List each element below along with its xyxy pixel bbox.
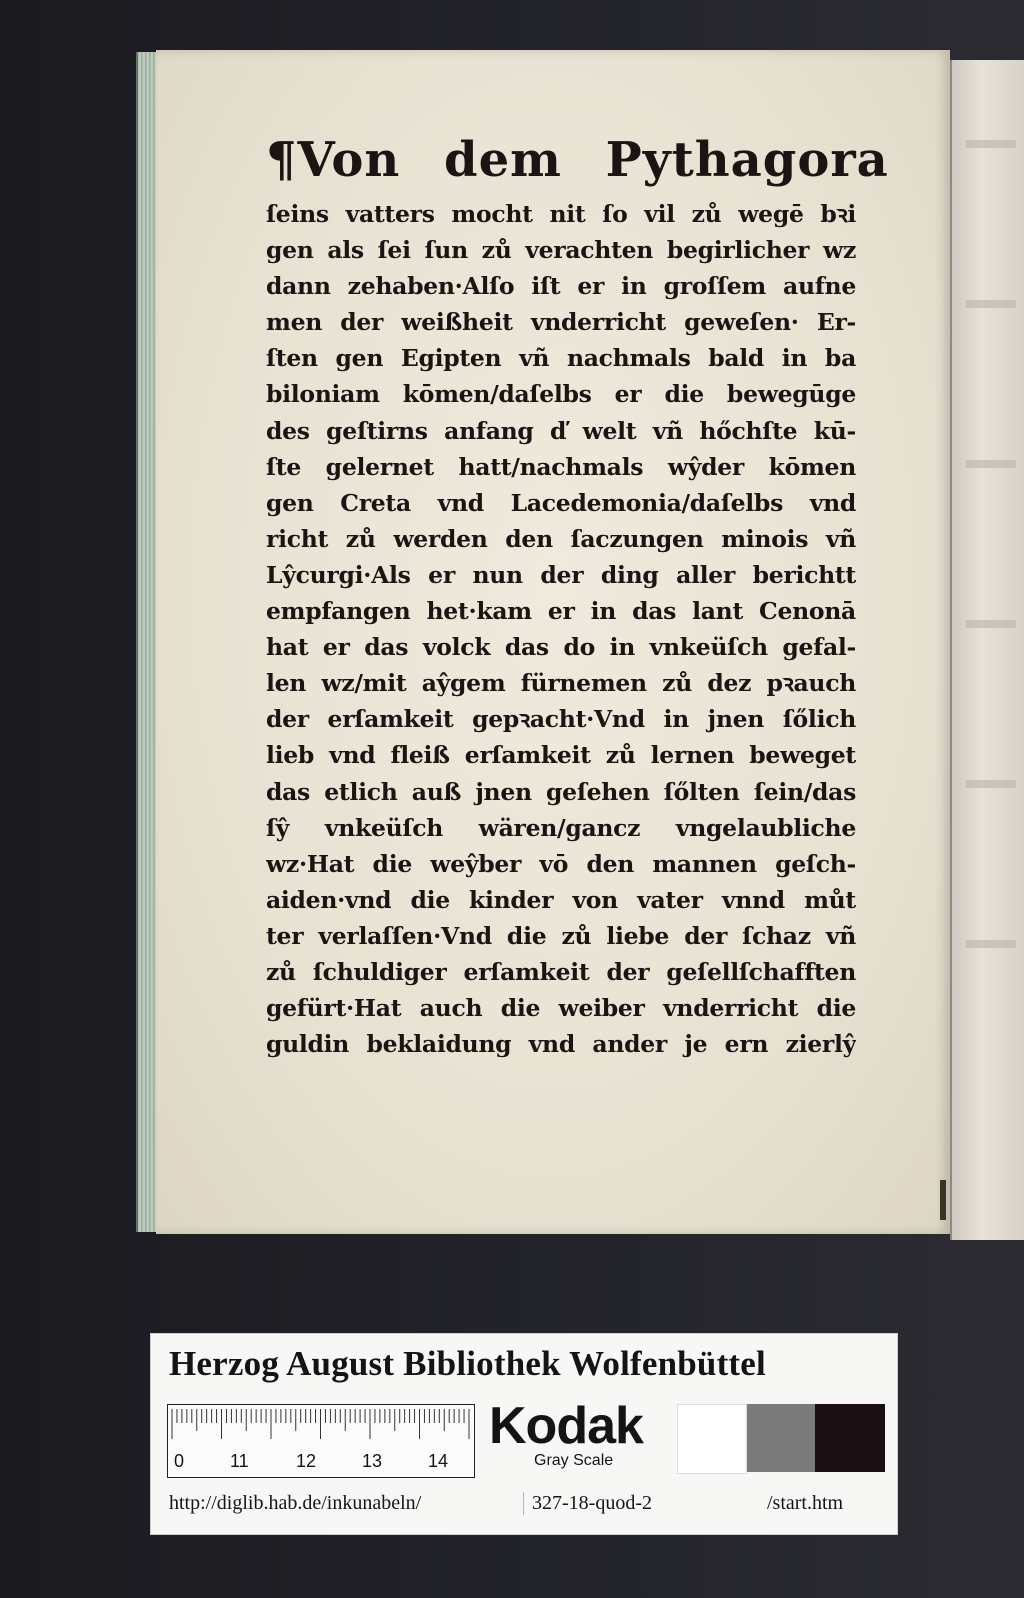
adjacent-page-text-ghost: [966, 460, 1016, 468]
adjacent-page-strip: [950, 60, 1024, 1240]
text-line: des geſtirns anfang ď welt vñ hőchſte kū-: [266, 416, 856, 445]
ruler-number: 13: [362, 1451, 383, 1471]
adjacent-page-text-ghost: [966, 620, 1016, 628]
ruler-ticks: [168, 1405, 474, 1451]
text-line: Lŷcurgi·Als er nun der ding aller berichtt: [266, 560, 856, 589]
text-line: ſŷ vnkeüſch wären/gancz vngelaubliche: [266, 813, 856, 842]
text-line: hat er das volck das do in vnkeüſch gefal-: [266, 633, 856, 662]
text-line: men der weißheit vnderricht geweſen· Er-: [266, 308, 856, 337]
url-left: http://diglib.hab.de/inkunabeln/: [169, 1492, 422, 1514]
page-heading: ¶Von dem Pythagora: [266, 132, 889, 188]
gray-patch-white: [677, 1404, 747, 1474]
text-line: gen Creta vnd Lacedemonia/daſelbs vnď: [266, 488, 856, 517]
page-edge-mark: [940, 1180, 946, 1220]
text-line: len wz/mit aŷgem fürnemen zů dez pꝛauch: [266, 669, 856, 698]
adjacent-page-text-ghost: [966, 940, 1016, 948]
text-line: ter verlaſſen·Vnd die zů liebe der ſchaz vñ: [266, 921, 856, 950]
library-name: Herzog August Bibliothek Wolfenbüttel: [169, 1344, 766, 1383]
ruler-number: 0: [174, 1451, 185, 1471]
page-lines: [266, 196, 856, 1062]
text-line: der erſamkeit gepꝛacht·Vnd in jnen ſőlich: [266, 705, 856, 734]
book-page: [156, 50, 950, 1234]
text-line: empfangen het·kam er in das lant Cenonā: [266, 597, 856, 626]
adjacent-page-text-ghost: [966, 780, 1016, 788]
ruler-number: 14: [428, 1451, 449, 1471]
url-right: /start.htm: [767, 1492, 844, 1514]
text-line: zů ſchuldiger erſamkeit der geſellſchafften: [266, 957, 856, 986]
gray-patch-mid: [747, 1404, 815, 1472]
text-line: guldin beklaidung vnd ander je ern zierlŷ: [266, 1030, 856, 1059]
text-line: gefürt·Hat auch die weiber vnderricht die: [266, 994, 856, 1023]
ruler-number: 12: [296, 1451, 317, 1471]
measurement-ruler: [167, 1404, 475, 1478]
text-line: richt zů werden den ſaczungen minois vñ: [266, 524, 856, 553]
text-line: biloniam kōmen/daſelbs er die bewegūge: [266, 380, 856, 409]
text-line: ſten gen Egipten vñ nachmals bald in ba: [266, 344, 856, 373]
text-line: das etlich auß jnen geſehen ſőlten ſein/das: [266, 777, 856, 806]
text-line: wz·Hat die weŷber vō den mannen geſch-: [266, 849, 856, 878]
gray-patch-black: [815, 1404, 885, 1472]
library-color-card: [150, 1333, 898, 1535]
text-line: gen als ſei ſun zů verachten begirlicher wz: [266, 236, 856, 265]
text-line: aiden·vnd die kinder von vater vnnd můt: [266, 885, 856, 914]
page-text-block: [266, 130, 889, 1062]
ruler-number: 11: [230, 1451, 249, 1471]
text-line: lieb vnd fleiß erſamkeit zů lernen beweget: [266, 741, 856, 770]
url-shelfmark: 327-18-quod-2: [523, 1492, 652, 1515]
text-line: ſte gelernet hatt/nachmals wŷder kōmen: [266, 452, 856, 481]
gray-scale-label: Gray Scale: [534, 1452, 614, 1469]
kodak-logo: Kodak: [489, 1397, 643, 1455]
adjacent-page-text-ghost: [966, 140, 1016, 148]
text-line: ſeins vatters mocht nit ſo vil zů wegē bꝛi: [266, 200, 856, 228]
adjacent-page-text-ghost: [966, 300, 1016, 308]
text-line: dann zehaben·Alſo iſt er in groſſem aufne: [266, 272, 856, 301]
